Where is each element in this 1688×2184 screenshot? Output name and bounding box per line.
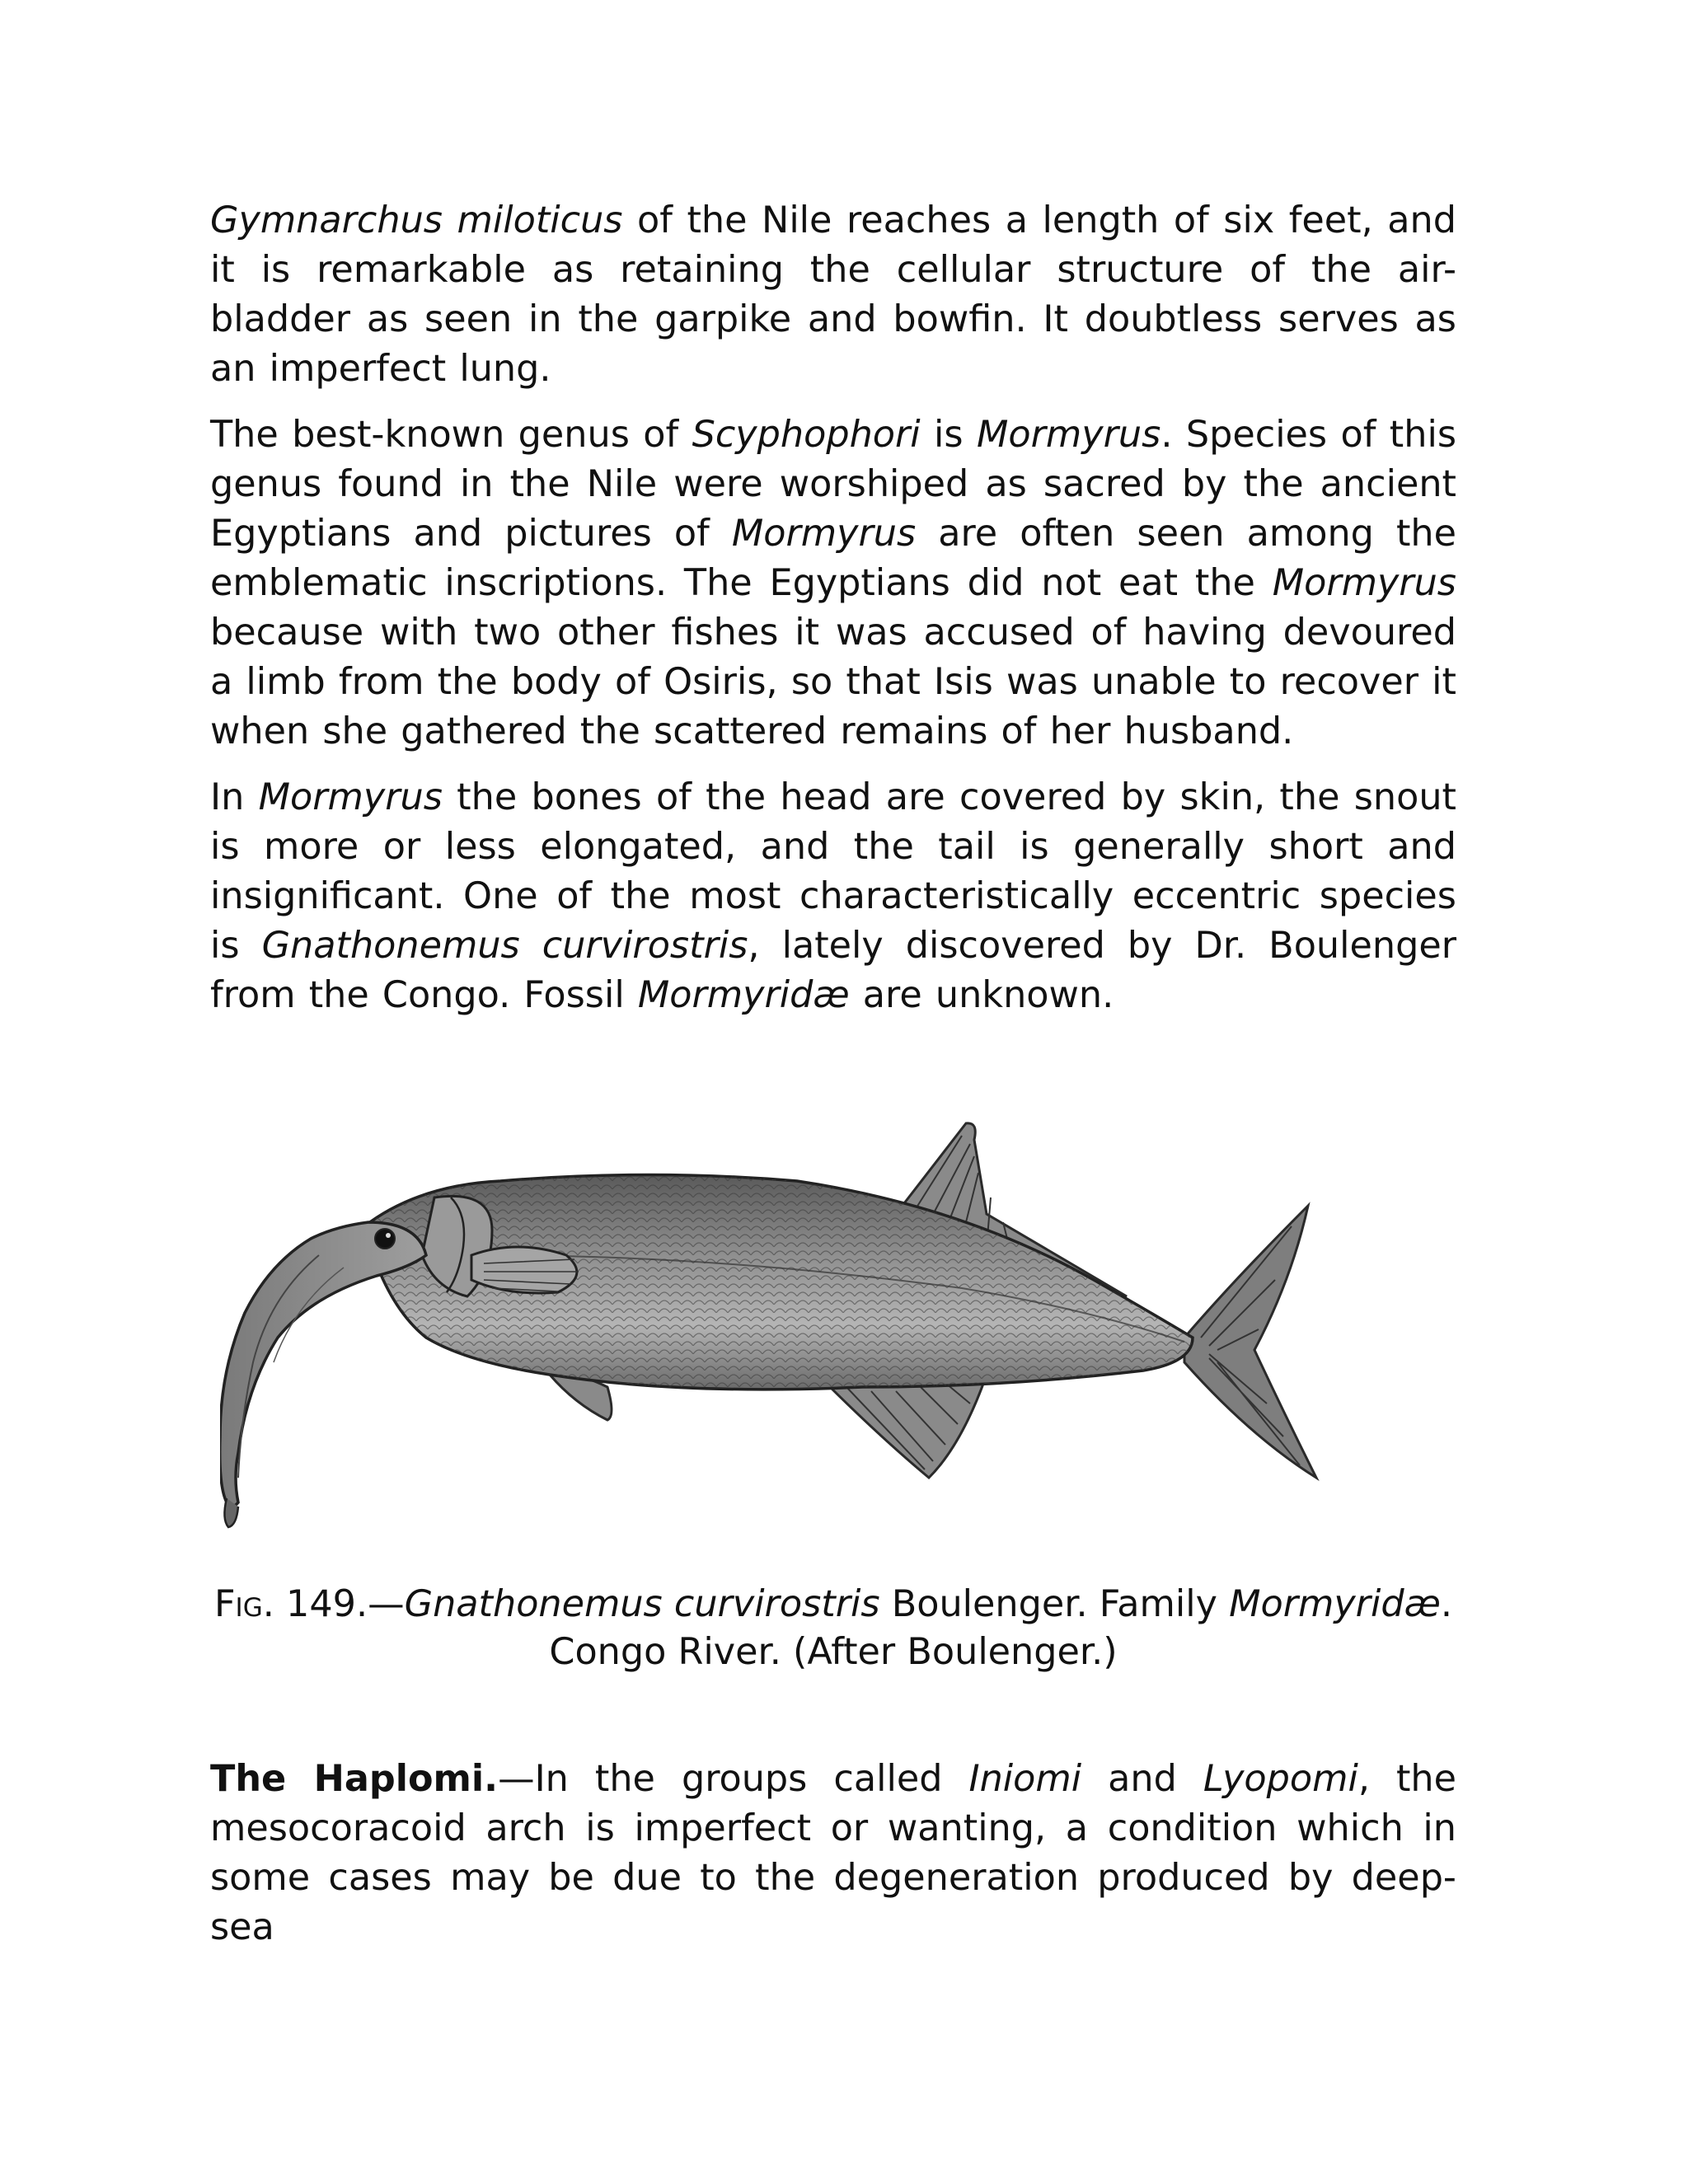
group-name: Lyopomi xyxy=(1203,1758,1358,1800)
tail-fin xyxy=(1184,1206,1316,1478)
paragraph-gymnarchus xyxy=(210,196,1456,394)
caption-text: Boulenger. Family xyxy=(879,1583,1230,1625)
section-heading: The Haplomi. xyxy=(210,1758,499,1800)
paragraph-haplomi xyxy=(210,1755,1456,1952)
pectoral-fin xyxy=(471,1247,577,1293)
caption-line-1 xyxy=(210,1581,1456,1629)
paragraph-text: because with two other fishes it was accused of having devoured a limb from the body of Osiris, so that Isis was unable to recover it when she gathered the scattered remains of her husband. xyxy=(210,612,1456,752)
paragraph-text: the bones of the head are covered by skin, the snout is more or less elongated, and the tail is generally short and insignificant. One of the most characteristically eccentric species is xyxy=(210,776,1456,967)
fish-illustration xyxy=(210,1090,1456,1552)
paragraph-text: The best-known genus of xyxy=(210,414,692,456)
genus-name: Mormyrus xyxy=(731,513,917,555)
species-name: Gnathonemus curvirostris xyxy=(261,925,748,967)
species-name: Gymnarchus miloticus xyxy=(210,199,623,241)
figure-caption xyxy=(210,1581,1456,1676)
family-name: Mormyridæ xyxy=(637,974,850,1016)
caption-family: Mormyridæ xyxy=(1229,1583,1441,1625)
fish-eye xyxy=(375,1229,395,1249)
paragraph-text: are unknown. xyxy=(849,974,1114,1016)
caption-line-2: Congo River. (After Boulenger.) xyxy=(549,1631,1118,1673)
group-name: Scyphophori xyxy=(692,414,921,456)
anal-fin xyxy=(822,1375,987,1478)
paragraph-text: are often seen among the emblematic inscriptions. The Egyptians did not eat the xyxy=(210,513,1456,604)
paragraph-text: of the Nile reaches a length of six feet, and it is remarkable as retaining the cellular structure of the air-bladder as seen in the garpike and bowfin. It doubtless serves as an imperfect lung. xyxy=(210,199,1456,390)
paragraph-mormyrus xyxy=(210,410,1456,757)
genus-name: Mormyrus xyxy=(1272,562,1456,604)
caption-text: . xyxy=(1440,1583,1453,1625)
paragraph-text: is xyxy=(920,414,978,456)
genus-name: Mormyrus xyxy=(977,414,1161,456)
caption-species: Gnathonemus curvirostris xyxy=(404,1583,880,1625)
group-name: Iniomi xyxy=(968,1758,1082,1800)
paragraph-text: , the mesocoracoid arch is imperfect or wanting, a condition which in some cases may be due to the degeneration produced by deep-sea xyxy=(210,1758,1457,1948)
paragraph-text: . Species of this genus found in the Nile were worshiped as sacred by the ancient Egyptians and pictures of xyxy=(210,414,1457,555)
paragraph-text: and xyxy=(1081,1758,1203,1800)
genus-name: Mormyrus xyxy=(258,776,443,818)
fish-snout xyxy=(220,1222,426,1507)
caption-dash: — xyxy=(368,1583,405,1625)
paragraph-text: , lately discovered by Dr. Boulenger from the Congo. Fossil xyxy=(210,925,1456,1016)
paragraph-head-bones xyxy=(210,773,1456,1020)
figure-number: Fig. 149. xyxy=(213,1583,368,1625)
fish-drawing xyxy=(220,1090,1456,1552)
page-content xyxy=(210,196,1456,1969)
paragraph-text: —In the groups called xyxy=(498,1758,969,1800)
paragraph-text: In xyxy=(210,776,259,818)
